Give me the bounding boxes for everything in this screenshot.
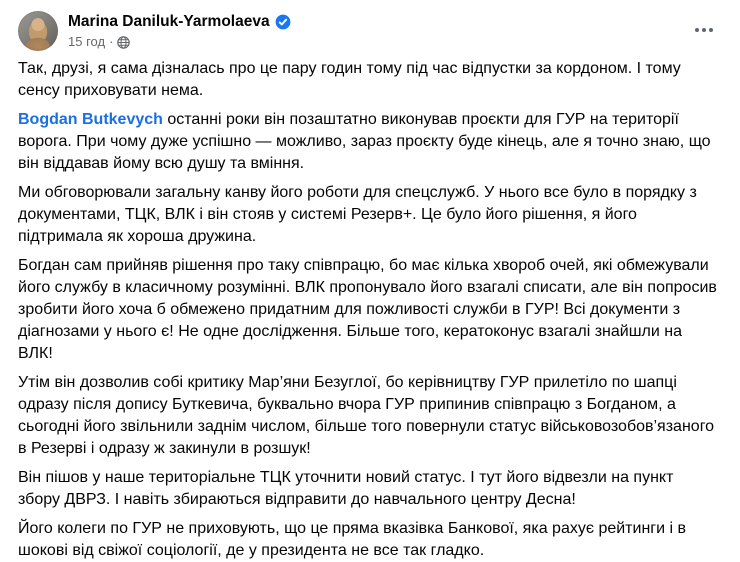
text-segment: останні роки він позаштатно виконував проєкти для ГУР на території ворога. При чому дуже успішно — можливо, зараз проєкту буде кінець, але я точно знаю, що він віддавав йому всю душу та вміння. xyxy=(18,111,716,172)
more-dot xyxy=(695,28,699,32)
post-meta xyxy=(68,35,291,49)
text-segment: Його колеги по ГУР не приховують, що це пряма вказівка Банкової, яка рахує рейтинги і в шокові від свіжої соціології, де у президента не все так гладко. xyxy=(18,520,691,559)
post-paragraph xyxy=(18,518,718,562)
more-dot xyxy=(702,28,706,32)
text-segment: Богдан сам прийняв рішення про таку співпрацю, бо має кілька хвороб очей, які обмежували його службу в класичному розумінні. ВЛК пропонувало його взагалі списати, але він попросив зробити його хоча б обмежено придатним для пожливості служби в ГУР! Всі документи з діагнозами у нього є! Не одне дослідження. Більше того, кератоконус взагалі знайшли на ВЛК! xyxy=(18,257,722,362)
globe-privacy-icon xyxy=(117,36,130,49)
text-segment: Так, друзі, я сама дізналась про це пару годин тому під час відпустки за кордоном. І тому сенсу приховувати нема. xyxy=(18,60,686,99)
text-segment: Він пішов у наше територіальне ТЦК уточнити новий статус. І тут його відвезли на пункт збору ДВРЗ. І навіть збираються відправити до навчального центру Десна! xyxy=(18,469,678,508)
author-name-row xyxy=(68,12,291,31)
avatar[interactable] xyxy=(18,11,58,51)
author-name[interactable]: Marina Daniluk-Yarmolaeva xyxy=(68,13,270,30)
post-paragraph xyxy=(18,58,718,102)
verified-badge-icon xyxy=(275,14,291,30)
post-paragraph xyxy=(18,467,718,511)
more-dot xyxy=(709,28,713,32)
post-paragraph xyxy=(18,372,718,460)
post-paragraph xyxy=(18,255,722,365)
post-header xyxy=(0,0,740,51)
post-header-text xyxy=(68,11,291,49)
text-segment: Утім він дозволив собі критику Мар’яни Безуглої, бо керівництву ГУР прилетіло по шапці одразу після допису Буткевича, буквально вчора ГУР припинив співпрацю з Богданом, а сьогодні його звільнили заднім числом, більше того повернули статус військовозобов’язаного в Резерві і одразу ж закинули в розшук! xyxy=(18,374,719,457)
post-paragraph xyxy=(18,109,718,175)
post-paragraph xyxy=(18,182,718,248)
more-options-button[interactable] xyxy=(688,18,720,42)
post-text xyxy=(0,51,740,562)
text-segment: Ми обговорювали загальну канву його роботи для спецслужб. У нього все було в порядку з документами, ТЦК, ВЛК і він стояв у системі Резерв+. Це було його рішення, я його підтримала як хороша дружина. xyxy=(18,184,702,245)
timestamp[interactable]: 15 год xyxy=(68,34,106,49)
meta-separator: · xyxy=(109,34,114,49)
profile-link[interactable]: Bogdan Butkevych xyxy=(18,111,163,128)
